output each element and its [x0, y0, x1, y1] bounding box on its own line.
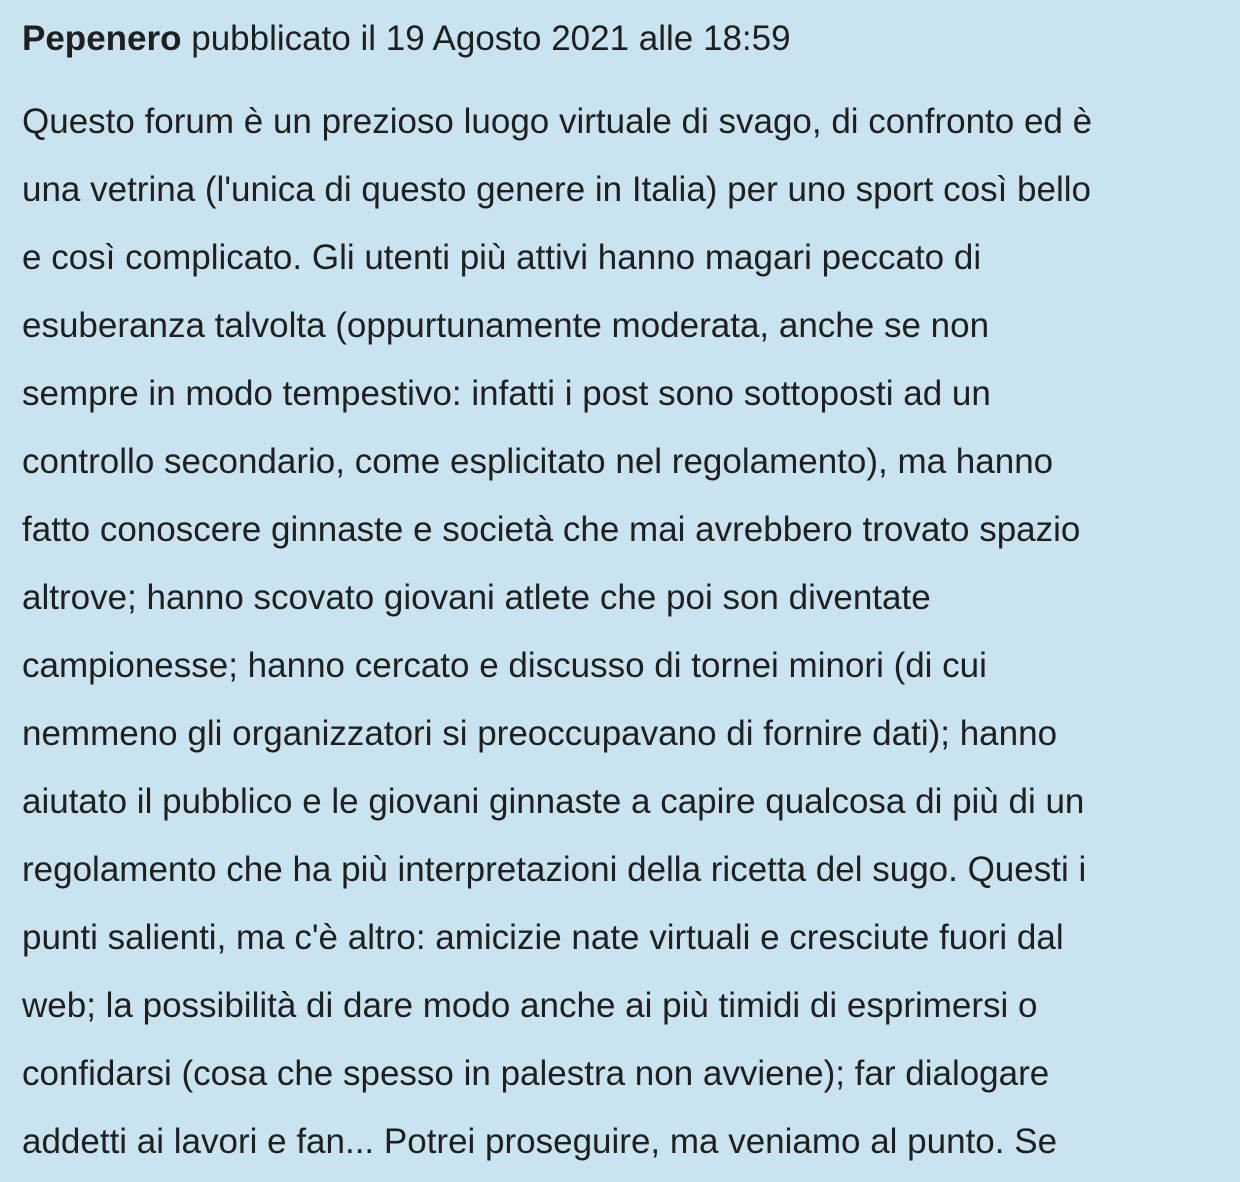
post-body-line: esuberanza talvolta (oppurtunamente moderata, anche se non	[22, 306, 990, 345]
post-body-line: web; la possibilità di dare modo anche ai più timidi di esprimersi o	[22, 986, 1038, 1025]
post-header	[22, 16, 1226, 62]
post-body-line: Questo forum è un prezioso luogo virtuale di svago, di confronto ed è	[22, 102, 1093, 141]
post-body-line: regolamento che ha più interpretazioni della ricetta del sugo. Questi i	[22, 850, 1087, 889]
post-body	[22, 88, 1226, 1176]
post-meta: pubblicato il 19 Agosto 2021 alle 18:59	[181, 19, 791, 58]
post-body-line: confidarsi (cosa che spesso in palestra non avviene); far dialogare	[22, 1054, 1050, 1093]
post-body-line: campionesse; hanno cercato e discusso di tornei minori (di cui	[22, 646, 987, 685]
post-body-line: aiutato il pubblico e le giovani ginnaste a capire qualcosa di più di un	[22, 782, 1085, 821]
post-body-line: controllo secondario, come esplicitato nel regolamento), ma hanno	[22, 442, 1054, 481]
post-body-line: nemmeno gli organizzatori si preoccupavano di fornire dati); hanno	[22, 714, 1058, 753]
post-author[interactable]: Pepenero	[22, 19, 182, 58]
post-body-line: altrove; hanno scovato giovani atlete che poi son diventate	[22, 578, 931, 617]
post-body-line: punti salienti, ma c'è altro: amicizie nate virtuali e cresciute fuori dal	[22, 918, 1064, 957]
post-body-line: una vetrina (l'unica di questo genere in Italia) per uno sport così bello	[22, 170, 1091, 209]
post-body-line: e così complicato. Gli utenti più attivi hanno magari peccato di	[22, 238, 982, 277]
post-body-line: sempre in modo tempestivo: infatti i post sono sottoposti ad un	[22, 374, 991, 413]
post-body-line: fatto conoscere ginnaste e società che mai avrebbero trovato spazio	[22, 510, 1081, 549]
post-body-line: addetti ai lavori e fan... Potrei proseguire, ma veniamo al punto. Se	[22, 1122, 1058, 1161]
